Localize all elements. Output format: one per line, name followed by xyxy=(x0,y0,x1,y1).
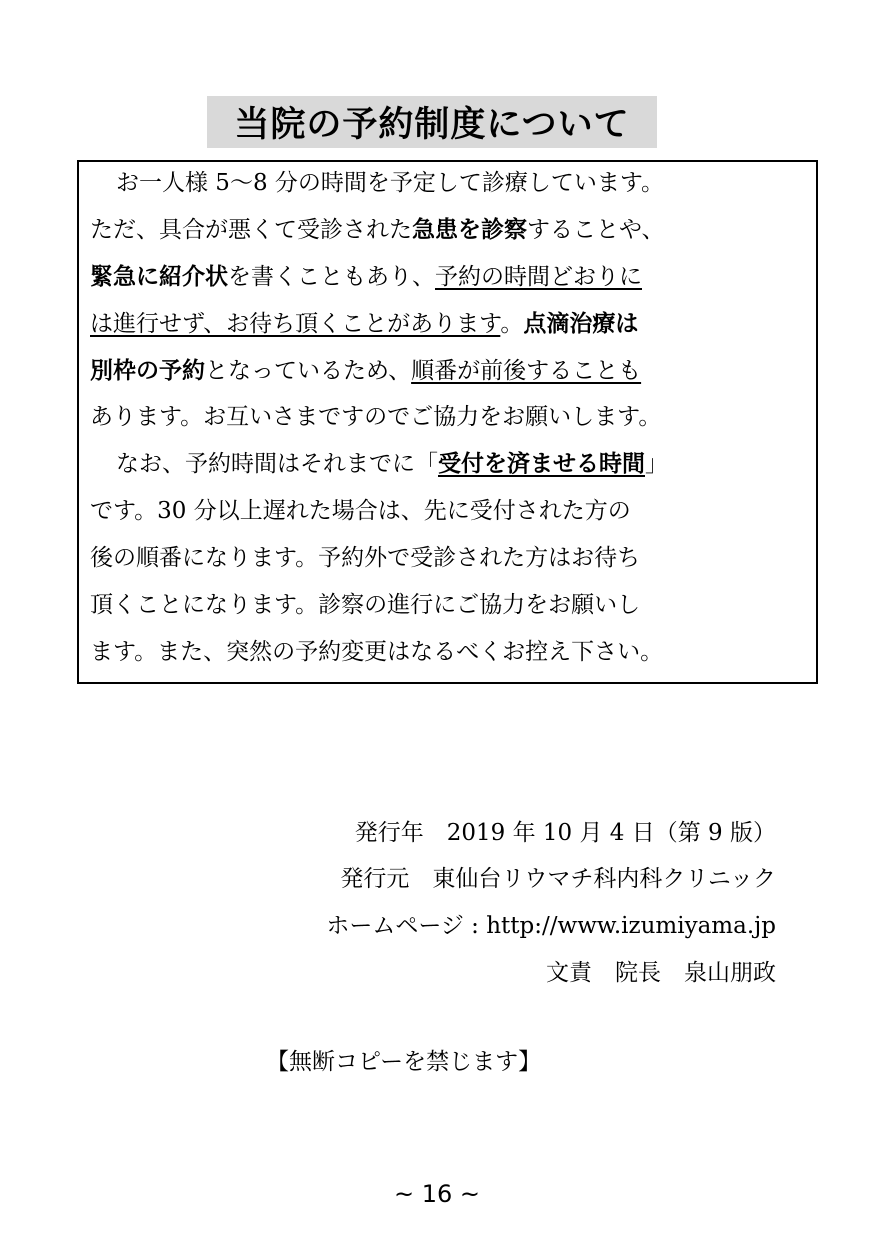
homepage: ホームページ : http://www.izumiyama.jp xyxy=(326,913,776,939)
text-line xyxy=(90,259,800,295)
bold-text: 緊急に紹介状 xyxy=(90,264,228,290)
text-line xyxy=(90,399,800,435)
bold-text: 点滴治療は xyxy=(523,311,639,337)
copyright-notice: 【無断コピーを禁じます】 xyxy=(266,1049,542,1075)
responsible-person: 文責 院長 泉山朋政 xyxy=(546,960,776,986)
page-number: ~ 16 ~ xyxy=(393,1180,480,1208)
text-segment: です。30 分以上遅れた場合は、先に受付された方の xyxy=(90,498,631,524)
publication-date: 発行年 2019 年 10 月 4 日（第 9 版） xyxy=(354,820,776,846)
text-segment: を書くこともあり、 xyxy=(228,264,435,290)
text-line xyxy=(90,212,800,248)
underlined-text: 順番が前後することも xyxy=(411,358,642,384)
text-line xyxy=(90,353,800,389)
publisher: 発行元 東仙台リウマチ科内科クリニック xyxy=(340,866,776,892)
text-segment: ただ、具合が悪くて受診された xyxy=(90,217,412,243)
underlined-text: は進行せず、お待ち頂くことがあります xyxy=(90,311,501,337)
text-segment: なお、予約時間はそれまでに「 xyxy=(116,451,438,477)
text-segment: 後の順番になります。予約外で受診された方はお待ち xyxy=(90,545,641,571)
text-line xyxy=(90,165,800,201)
text-segment: 」 xyxy=(645,451,668,477)
text-segment: 頂くことになります。診察の進行にご協力をお願いし xyxy=(90,592,641,618)
bold-underlined-text: 受付を済ませる時間 xyxy=(438,451,645,477)
text-line xyxy=(90,634,800,670)
text-line xyxy=(90,493,800,529)
text-segment: ます。また、突然の予約変更はなるべくお控え下さい。 xyxy=(90,639,664,665)
bold-text: 急患を診察 xyxy=(412,217,527,243)
text-line xyxy=(90,306,800,342)
text-segment: することや、 xyxy=(527,217,665,243)
text-segment: あります。お互いさまですのでご協力をお願いします。 xyxy=(90,404,662,430)
page-title: 当院の予約制度について xyxy=(207,96,657,148)
text-line xyxy=(90,540,800,576)
text-line xyxy=(90,587,800,623)
text-line xyxy=(90,446,800,482)
text-segment: となっているため、 xyxy=(205,358,412,384)
bold-text: 別枠の予約 xyxy=(90,358,205,384)
text-segment: お一人様 5～8 分の時間を予定して診療しています。 xyxy=(116,170,665,196)
text-segment: 。 xyxy=(500,311,524,337)
underlined-text: 予約の時間どおりに xyxy=(435,264,642,290)
